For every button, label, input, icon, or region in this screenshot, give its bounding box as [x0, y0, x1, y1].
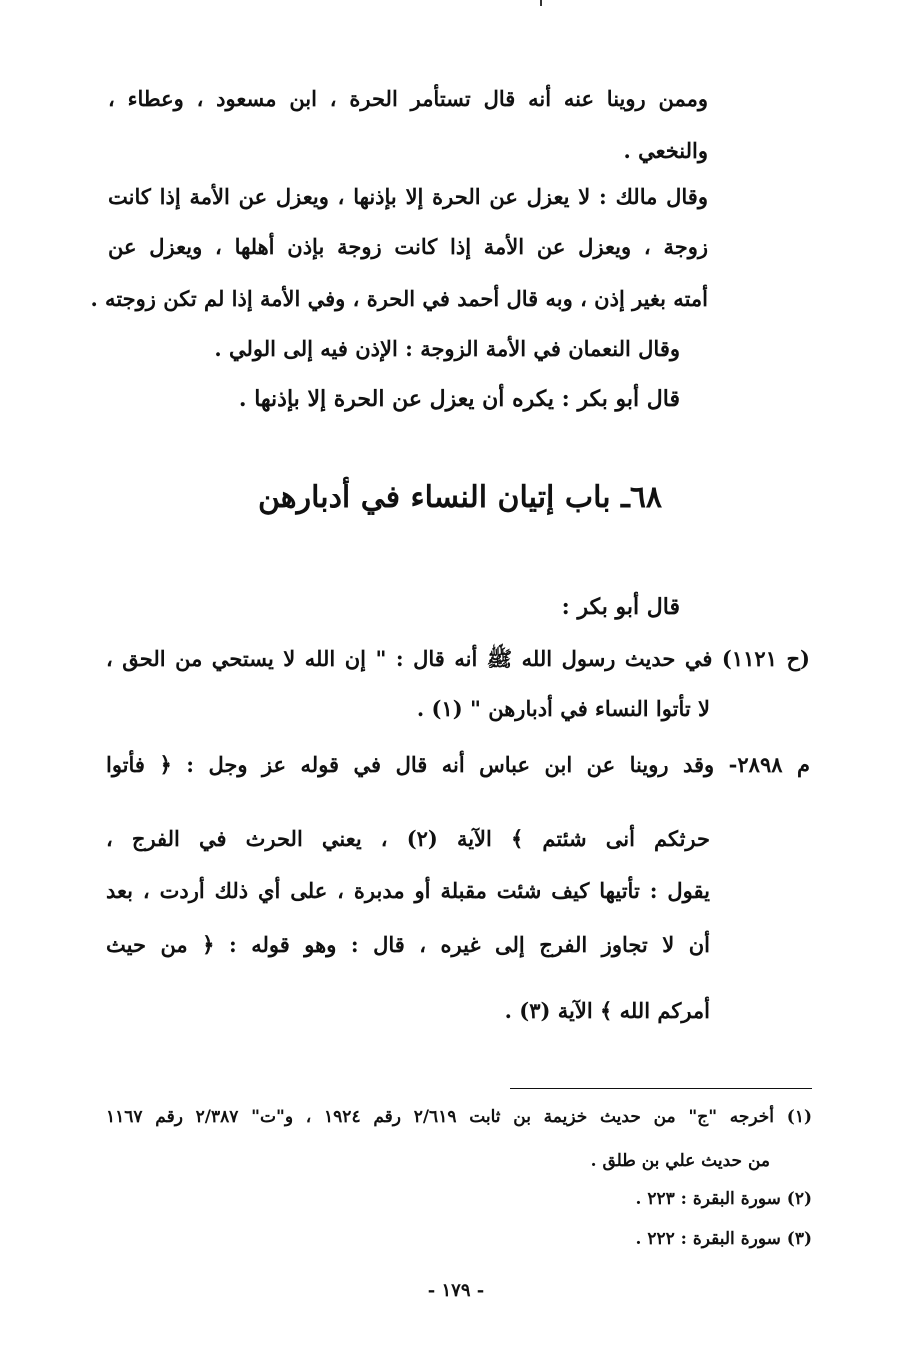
athar-line-1: م ٢٨٩٨- وقد روينا عن ابن عباس أنه قال في قوله عز وجل : ﴿ فأتوا — [106, 752, 810, 777]
athar-line-5: أمركم الله ﴾ الآية (٣) . — [504, 998, 710, 1023]
body-line-2: والنخعي . — [623, 138, 708, 163]
body-line-6: وقال النعمان في الأمة الزوجة : الإذن فيه إلى الولي . — [214, 336, 680, 361]
hadith-line-2: لا تأتوا النساء في أدبارهن " (١) . — [416, 696, 710, 721]
scan-mark — [540, 0, 542, 6]
body-line-5: أمته بغير إذن ، وبه قال أحمد في الحرة ، وفي الأمة إذا لم تكن زوجته . — [90, 286, 708, 311]
athar-line-3: يقول : تأتيها كيف شئت مقبلة أو مدبرة ، على أي ذلك أردت ، بعد — [106, 878, 710, 903]
athar-line-4: أن لا تجاوز الفرج إلى غيره ، قال : وهو قوله : ﴿ من حيث — [106, 932, 710, 957]
section-intro: قال أبو بكر : — [561, 594, 680, 620]
footnote-separator — [510, 1088, 812, 1089]
footnote-1: (١) أخرجه "ج" من حديث خزيمة بن ثابت ٢/٦١٩ رقم ١٩٢٤ ، و"ت" ٢/٣٨٧ رقم ١١٦٧ — [106, 1107, 812, 1127]
footnote-3: (٣) سورة البقرة : ٢٢٢ . — [635, 1229, 812, 1249]
body-line-1: وممن روينا عنه أنه قال تستأمر الحرة ، ابن مسعود ، وعطاء ، — [108, 86, 708, 111]
body-line-3: وقال مالك : لا يعزل عن الحرة إلا بإذنها ، ويعزل عن الأمة إذا كانت — [108, 184, 708, 209]
body-line-7: قال أبو بكر : يكره أن يعزل عن الحرة إلا بإذنها . — [238, 386, 680, 412]
hadith-line-1: (ح ١١٢١) في حديث رسول الله ﷺ أنه قال : " إن الله لا يستحي من الحق ، — [106, 646, 810, 671]
body-line-4: زوجة ، ويعزل عن الأمة إذا كانت زوجة بإذن أهلها ، ويعزل عن — [108, 234, 708, 259]
athar-line-2: حرثكم أنى شئتم ﴾ الآية (٢) ، يعني الحرث في الفرج ، — [106, 826, 711, 851]
footnote-1-continued: من حديث علي بن طلق . — [590, 1151, 770, 1171]
chapter-title: ٦٨ـ باب إتيان النساء في أدبارهن — [257, 480, 663, 515]
footnote-2: (٢) سورة البقرة : ٢٢٣ . — [635, 1189, 812, 1209]
page-number: - ١٧٩ - — [427, 1280, 485, 1301]
